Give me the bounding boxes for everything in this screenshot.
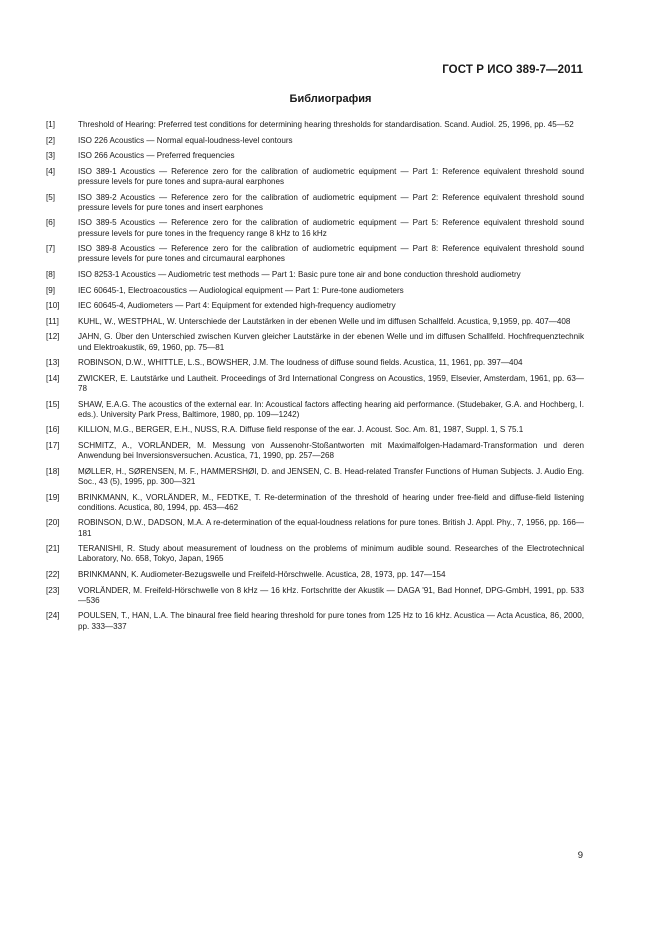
reference-item [46,518,584,538]
reference-number: [12] [46,332,60,342]
reference-number: [18] [46,466,60,476]
reference-text: MØLLER, H., SØRENSEN, M. F., HAMMERSHØI, D. and JENSEN, C. B. Head-related Transfer Functions of Human Subjects. J. Audio Eng. Soc., 43 (5), 1995, pp. 300—321 [78,466,584,486]
reference-number: [15] [46,399,60,409]
page-number: 9 [577,850,583,861]
reference-item [46,120,584,130]
reference-item [46,136,584,146]
reference-text: BRINKMANN, K., VORLÄNDER, M., FEDTKE, T. Re-determination of the threshold of hearing under free-field and diffuse-field listening conditions. Acustica, 80, 1994, pp. 453—462 [78,492,584,512]
document-code-header: ГОСТ Р ИСО 389-7—2011 [442,64,583,76]
reference-number: [2] [46,135,55,145]
reference-item [46,441,584,461]
reference-number: [7] [46,244,55,254]
reference-number: [19] [46,492,60,502]
reference-item [46,425,584,435]
reference-number: [20] [46,518,60,528]
reference-item [46,270,584,280]
reference-list [46,120,584,637]
reference-number: [14] [46,373,60,383]
bibliography-title: Библиография [289,93,372,105]
reference-item [46,301,584,311]
reference-item [46,244,584,264]
reference-text: POULSEN, T., HAN, L.A. The binaural free field hearing threshold for pure tones from 125 Hz to 16 kHz. Acustica — Acta Acustica, 86, 2000, pp. 333—337 [78,611,584,631]
reference-item [46,544,584,564]
reference-item [46,467,584,487]
reference-item [46,358,584,368]
reference-text: JAHN, G. Über den Unterschied zwischen Kurven gleicher Lautstärke in der ebenen Welle und im diffusen Schallfeld. Hochfrequenztechnik und Elektroakustik, 69, 1960, pp. 75—81 [78,332,584,352]
reference-text: ISO 389-8 Acoustics — Reference zero for the calibration of audiometric equipment — Part 8: Reference equivalent threshold sound pressure levels for pure tones and circumaural earphones [78,244,584,264]
reference-number: [11] [46,316,59,326]
reference-number: [24] [46,611,60,621]
reference-item [46,493,584,513]
reference-item [46,317,584,327]
reference-text: ROBINSON, D.W., DADSON, M.A. A re-determination of the equal-loudness relations for pure tones. British J. Appl. Phy., 7, 1956, pp. 166—181 [78,518,584,538]
reference-number: [5] [46,192,55,202]
reference-text: VORLÄNDER, M. Freifeld-Hörschwelle von 8 kHz — 16 kHz. Fortschritte der Akustik — DAGA '91, Bad Honnef, DPG-GmbH, 1991, pp. 533—536 [78,585,584,605]
reference-text: SCHMITZ, A., VORLÄNDER, M. Messung von Aussenohr-Stoßantworten mit Maximalfolgen-Hadamard-Transformation und deren Anwendung bei Inversionsversuchen. Acustica, 71, 1990, pp. 257—268 [78,440,584,461]
reference-number: [16] [46,425,60,435]
reference-text: IEC 60645-1, Electroacoustics — Audiological equipment — Part 1: Pure-tone audiometers [78,285,404,295]
reference-text: ROBINSON, D.W., WHITTLE, L.S., BOWSHER, J.M. The loudness of diffuse sound fields. Acustica, 11, 1961, pp. 397—404 [78,358,523,368]
reference-item [46,400,584,420]
reference-item [46,218,584,238]
reference-item [46,611,584,631]
reference-text: IEC 60645-4, Audiometers — Part 4: Equipment for extended high-frequency audiometry [78,301,396,311]
reference-text: BRINKMANN, K. Audiometer-Bezugswelle und Freifeld-Hörschwelle. Acustica, 28, 1973, pp. 147—154 [78,569,446,579]
reference-number: [17] [46,440,60,450]
reference-number: [6] [46,218,55,228]
reference-number: [21] [46,544,60,554]
reference-text: Threshold of Hearing: Preferred test conditions for determining hearing thresholds for standardisation. Scand. Audiol. 25, 1996, pp. 45—52 [78,120,574,129]
reference-item [46,151,584,161]
reference-number: [3] [46,151,55,161]
reference-item [46,167,584,187]
reference-text: SHAW, E.A.G. The acoustics of the external ear. In: Acoustical factors affecting hearing aid performance. (Studebaker, G.A. and Hochberg, I. eds.). University Park Press, Baltimore, 1980, pp. 109—1242) [78,399,584,419]
reference-item [46,193,584,213]
reference-text: ISO 389-5 Acoustics — Reference zero for the calibration of audiometric equipment — Part 5: Reference equivalent threshold sound pressure levels for pure tones in the frequency range 8 kHz to 16 kHz [78,218,584,238]
reference-number: [13] [46,358,60,368]
reference-text: ISO 266 Acoustics — Preferred frequencies [78,151,235,161]
reference-item [46,332,584,352]
reference-item [46,286,584,296]
reference-item [46,586,584,606]
reference-item [46,374,584,394]
reference-number: [8] [46,269,55,279]
reference-number: [1] [46,120,55,129]
reference-text: ZWICKER, E. Lautstärke und Lautheit. Proceedings of 3rd International Congress on Acoustics, 1959, Elsevier, Amsterdam, 1961, pp. 63—78 [78,373,584,393]
reference-text: ISO 226 Acoustics — Normal equal-loudness-level contours [78,135,293,145]
reference-number: [4] [46,166,55,176]
reference-text: KUHL, W., WESTPHAL, W. Unterschiede der Lautstärken in der ebenen Welle und im diffusen Schallfeld. Acustica, 9,1959, pp. 407—408 [78,316,571,326]
reference-text: KILLION, M.G., BERGER, E.H., NUSS, R.A. Diffuse field response of the ear. J. Acoust. Soc. Am. 81, 1987, Suppl. 1, S 75.1 [78,425,524,435]
reference-number: [23] [46,585,60,595]
reference-text: ISO 389-1 Acoustics — Reference zero for the calibration of audiometric equipment — Part 1: Reference equivalent threshold sound pressure levels for pure tones and supra-aural earphones [78,166,584,186]
reference-item [46,570,584,580]
reference-number: [9] [46,285,55,295]
reference-number: [22] [46,569,60,579]
reference-number: [10] [46,301,60,311]
reference-text: ISO 8253-1 Acoustics — Audiometric test methods — Part 1: Basic pure tone air and bone conduction threshold audiometry [78,269,521,279]
reference-text: TERANISHI, R. Study about measurement of loudness on the problems of minimum audible sound. Researches of the Electrotechnical Laboratory, No. 658, Tokyo, Japan, 1965 [78,544,584,564]
reference-text: ISO 389-2 Acoustics — Reference zero for the calibration of audiometric equipment — Part 2: Reference equivalent threshold sound pressure levels for pure tones and insert earphones [78,192,584,212]
